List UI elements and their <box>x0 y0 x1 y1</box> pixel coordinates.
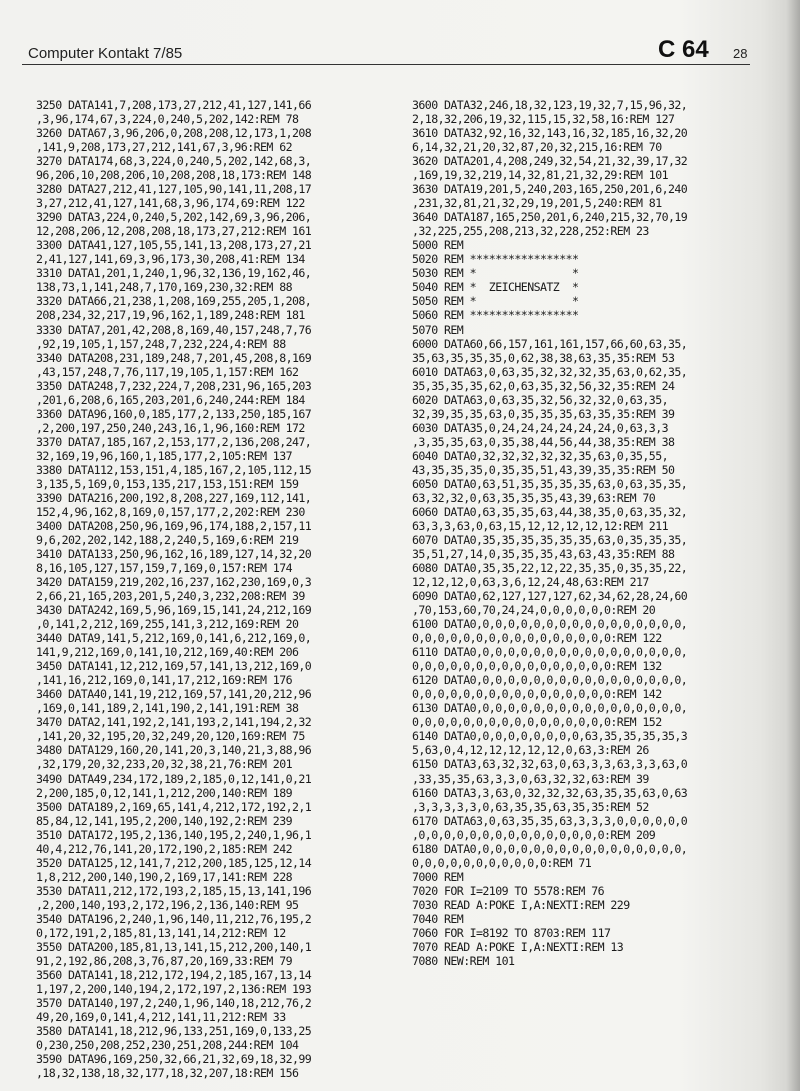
magazine-title: Computer Kontakt 7/85 <box>28 45 183 62</box>
listing-line: 3320 DATA66,21,238,1,208,169,255,205,1,208, <box>36 294 312 309</box>
listing-line: 3640 DATA187,165,250,201,6,240,215,32,70,19 <box>412 210 688 225</box>
listing-line: 5070 REM <box>412 322 464 337</box>
listing-line: ,141,9,208,173,27,212,141,67,3,96:REM 62 <box>36 140 293 155</box>
page-spine-shadow <box>786 0 800 1091</box>
listing-line: 63,3,3,63,0,63,15,12,12,12,12,12:REM 211 <box>412 518 669 533</box>
listing-left-column <box>36 98 311 1080</box>
listing-line: 2,41,127,141,69,3,96,173,30,208,41:REM 134 <box>36 252 305 267</box>
listing-line: 7000 REM <box>412 869 464 884</box>
listing-line: 6060 DATA0,63,35,35,63,44,38,35,0,63,35,32, <box>412 504 688 519</box>
listing-line: 3340 DATA208,231,189,248,7,201,45,208,8,169 <box>36 350 312 365</box>
listing-line: 6100 DATA0,0,0,0,0,0,0,0,0,0,0,0,0,0,0,0,0, <box>412 617 688 632</box>
listing-line: 5040 REM * ZEICHENSATZ * <box>412 280 579 295</box>
listing-line: 141,9,212,169,0,141,10,212,169,40:REM 206 <box>36 645 299 660</box>
listing-line: 3360 DATA96,160,0,185,177,2,133,250,185,167 <box>36 406 312 421</box>
listing-line: 7030 READ A:POKE I,A:NEXTI:REM 229 <box>412 897 630 912</box>
listing-line: 6030 DATA35,0,24,24,24,24,24,24,0,63,3,3 <box>412 420 669 435</box>
listing-line: 63,32,32,0,63,35,35,35,43,39,63:REM 70 <box>412 490 656 505</box>
listing-line: ,2,200,140,193,2,172,196,2,136,140:REM 95 <box>36 897 299 912</box>
listing-line: 3,27,212,41,127,141,68,3,96,174,69:REM 122 <box>36 196 305 211</box>
listing-line: 3520 DATA125,12,141,7,212,200,185,125,12,14 <box>36 855 312 870</box>
listing-line: ,70,153,60,70,24,24,0,0,0,0,0,0:REM 20 <box>412 603 656 618</box>
listing-line: 6040 DATA0,32,32,32,32,32,35,63,0,35,55, <box>412 448 669 463</box>
listing-line: ,0,0,0,0,0,0,0,0,0,0,0,0,0,0,0:REM 209 <box>412 827 656 842</box>
listing-line: 3370 DATA7,185,167,2,153,177,2,136,208,247, <box>36 434 312 449</box>
listing-line: 12,12,12,0,63,3,6,12,24,48,63:REM 217 <box>412 575 649 590</box>
listing-line: 3460 DATA40,141,19,212,169,57,141,20,212,96 <box>36 687 312 702</box>
listing-line: ,33,35,35,63,3,3,0,63,32,32,63:REM 39 <box>412 771 649 786</box>
listing-line: 3350 DATA248,7,232,224,7,208,231,96,165,203 <box>36 378 312 393</box>
listing-line: 3530 DATA11,212,172,193,2,185,15,13,141,196 <box>36 883 312 898</box>
listing-line: ,3,96,174,67,3,224,0,240,5,202,142:REM 78 <box>36 112 299 127</box>
listing-line: 3560 DATA141,18,212,172,194,2,185,167,13,14 <box>36 967 312 982</box>
listing-line: 5020 REM ***************** <box>412 252 579 267</box>
listing-line: ,141,16,212,169,0,141,17,212,169:REM 176 <box>36 673 293 688</box>
listing-line: 32,169,19,96,160,1,185,177,2,105:REM 137 <box>36 448 293 463</box>
listing-line: 3590 DATA96,169,250,32,66,21,32,69,18,32,99 <box>36 1052 312 1067</box>
listing-line: 6180 DATA0,0,0,0,0,0,0,0,0,0,0,0,0,0,0,0,0, <box>412 841 688 856</box>
listing-line: 3410 DATA133,250,96,162,16,189,127,14,32,20 <box>36 547 312 561</box>
listing-line: 0,230,250,208,252,230,251,208,244:REM 104 <box>36 1038 299 1053</box>
listing-line: ,18,32,138,18,32,177,18,32,207,18:REM 156 <box>36 1066 299 1081</box>
listing-line: 0,0,0,0,0,0,0,0,0,0,0,0,0,0,0,0:REM 132 <box>412 659 662 674</box>
listing-line: 5050 REM * * <box>412 294 579 309</box>
listing-line: 152,4,96,162,8,169,0,157,177,2,202:REM 230 <box>36 504 305 519</box>
listing-line: 6150 DATA3,63,32,32,63,0,63,3,3,63,3,3,63,0 <box>412 757 688 772</box>
listing-line: 7070 READ A:POKE I,A:NEXTI:REM 13 <box>412 939 624 954</box>
listing-line: 0,0,0,0,0,0,0,0,0,0,0:REM 71 <box>412 855 592 870</box>
listing-line: 2,66,21,165,203,201,5,240,3,232,208:REM 39 <box>36 589 305 604</box>
listing-line: 3570 DATA140,197,2,240,1,96,140,18,212,76,2 <box>36 996 312 1010</box>
listing-line: 6140 DATA0,0,0,0,0,0,0,0,0,63,35,35,35,35,3 <box>412 729 688 744</box>
listing-line: 3600 DATA32,246,18,32,123,19,32,7,15,96,32, <box>412 98 688 112</box>
listing-line: ,141,20,32,195,20,32,249,20,120,169:REM 75 <box>36 729 305 744</box>
listing-line: ,92,19,105,1,157,248,7,232,224,4:REM 88 <box>36 336 286 351</box>
listing-line: ,201,6,208,6,165,203,201,6,240,244:REM 184 <box>36 392 305 407</box>
listing-line: 3610 DATA32,92,16,32,143,16,32,185,16,32,20 <box>412 126 688 141</box>
listing-line: 85,84,12,141,195,2,200,140,192,2:REM 239 <box>36 813 293 828</box>
page-number: 28 <box>733 46 748 61</box>
listing-line: 6010 DATA63,0,63,35,32,32,32,35,63,0,62,35, <box>412 364 688 379</box>
listing-line: 7080 NEW:REM 101 <box>412 953 515 968</box>
listing-line: ,231,32,81,21,32,29,19,201,5,240:REM 81 <box>412 196 662 211</box>
listing-line: 3380 DATA112,153,151,4,185,167,2,105,112,15 <box>36 462 312 477</box>
listing-line: 6080 DATA0,35,35,22,12,22,35,35,0,35,35,22, <box>412 561 688 576</box>
listing-line: 5060 REM ***************** <box>412 308 579 323</box>
listing-line: 3550 DATA200,185,81,13,141,15,212,200,140,1 <box>36 939 312 954</box>
listing-line: 6160 DATA3,3,63,0,32,32,32,63,35,35,63,0,63 <box>412 785 688 800</box>
listing-line: 1,197,2,200,140,194,2,172,197,2,136:REM 193 <box>36 981 312 996</box>
listing-line: 6000 DATA60,66,157,161,161,157,66,60,63,35, <box>412 336 688 351</box>
listing-line: 3270 DATA174,68,3,224,0,240,5,202,142,68,3, <box>36 154 312 169</box>
listing-line: 3400 DATA208,250,96,169,96,174,188,2,157,11 <box>36 518 312 533</box>
listing-line: 5030 REM * * <box>412 266 579 281</box>
listing-line: 0,0,0,0,0,0,0,0,0,0,0,0,0,0,0,0:REM 152 <box>412 715 662 730</box>
listing-line: 49,20,169,0,141,4,212,141,11,212:REM 33 <box>36 1010 286 1025</box>
listing-line: 5000 REM <box>412 238 464 253</box>
listing-right-column <box>412 98 687 968</box>
listing-line: ,3,35,35,63,0,35,38,44,56,44,38,35:REM 38 <box>412 434 675 449</box>
listing-line: 32,39,35,35,63,0,35,35,35,63,35,35:REM 39 <box>412 406 675 421</box>
listing-line: 7060 FOR I=8192 TO 8703:REM 117 <box>412 925 611 940</box>
listing-line: 6110 DATA0,0,0,0,0,0,0,0,0,0,0,0,0,0,0,0,0, <box>412 645 688 660</box>
listing-line: 3620 DATA201,4,208,249,32,54,21,32,39,17,32 <box>412 154 688 169</box>
section-title: C 64 <box>658 36 709 63</box>
listing-line: 6170 DATA63,0,63,35,35,63,3,3,3,0,0,0,0,0,0 <box>412 813 688 828</box>
listing-line: 6050 DATA0,63,51,35,35,35,35,63,0,63,35,35, <box>412 476 688 491</box>
listing-line: 3280 DATA27,212,41,127,105,90,141,11,208,17 <box>36 182 312 197</box>
listing-line: 3300 DATA41,127,105,55,141,13,208,173,27,21 <box>36 238 312 253</box>
listing-line: 9,6,202,202,142,188,2,240,5,169,6:REM 219 <box>36 532 299 547</box>
listing-line: ,32,179,20,32,233,20,32,38,21,76:REM 201 <box>36 757 293 772</box>
listing-line: 43,35,35,35,0,35,35,51,43,39,35,35:REM 50 <box>412 462 675 477</box>
listing-line: 138,73,1,141,248,7,170,169,230,32:REM 88 <box>36 280 293 295</box>
listing-line: 2,18,32,206,19,32,115,15,32,58,16:REM 127 <box>412 112 675 127</box>
listing-line: 3480 DATA129,160,20,141,20,3,140,21,3,88,96 <box>36 743 312 758</box>
listing-line: 12,208,206,12,208,208,18,173,27,212:REM 161 <box>36 224 312 239</box>
listing-line: 6120 DATA0,0,0,0,0,0,0,0,0,0,0,0,0,0,0,0,0, <box>412 673 688 688</box>
listing-line: 1,8,212,200,140,190,2,169,17,141:REM 228 <box>36 869 293 884</box>
listing-line: 3330 DATA7,201,42,208,8,169,40,157,248,7,76 <box>36 322 312 337</box>
listing-line: 3580 DATA141,18,212,96,133,251,169,0,133,25 <box>36 1024 312 1039</box>
listing-line: 3540 DATA196,2,240,1,96,140,11,212,76,195,2 <box>36 911 312 926</box>
listing-line: 3,135,5,169,0,153,135,217,153,151:REM 159 <box>36 476 299 491</box>
listing-line: 7020 FOR I=2109 TO 5578:REM 76 <box>412 883 605 898</box>
listing-line: 3290 DATA3,224,0,240,5,202,142,69,3,96,206, <box>36 210 312 225</box>
header-divider <box>22 64 750 65</box>
listing-line: 3260 DATA67,3,96,206,0,208,208,12,173,1,208 <box>36 126 312 141</box>
listing-line: 91,2,192,86,208,3,76,87,20,169,33:REM 79 <box>36 953 293 968</box>
listing-line: 6130 DATA0,0,0,0,0,0,0,0,0,0,0,0,0,0,0,0,0, <box>412 701 688 716</box>
listing-line: 6090 DATA0,62,127,127,127,62,34,62,28,24,60 <box>412 589 688 604</box>
listing-line: ,0,141,2,212,169,255,141,3,212,169:REM 20 <box>36 617 299 632</box>
listing-line: 3450 DATA141,12,212,169,57,141,13,212,169,0 <box>36 659 312 674</box>
listing-line: 3440 DATA9,141,5,212,169,0,141,6,212,169,0, <box>36 631 312 646</box>
listing-line: ,169,0,141,189,2,141,190,2,141,191:REM 38 <box>36 701 299 716</box>
listing-line: 35,63,35,35,35,0,62,38,38,63,35,35:REM 53 <box>412 350 675 365</box>
listing-line: 35,51,27,14,0,35,35,35,43,63,43,35:REM 88 <box>412 547 675 561</box>
listing-line: ,2,200,197,250,240,243,16,1,96,160:REM 172 <box>36 420 305 435</box>
listing-line: 40,4,212,76,141,20,172,190,2,185:REM 242 <box>36 841 293 856</box>
listing-line: 8,16,105,127,157,159,7,169,0,157:REM 174 <box>36 561 293 576</box>
listing-line: 5,63,0,4,12,12,12,12,12,0,63,3:REM 26 <box>412 743 649 758</box>
listing-line: 3430 DATA242,169,5,96,169,15,141,24,212,169 <box>36 603 312 618</box>
listing-line: 3510 DATA172,195,2,136,140,195,2,240,1,96,1 <box>36 827 312 842</box>
listing-line: ,169,19,32,219,14,32,81,21,32,29:REM 101 <box>412 168 669 183</box>
listing-line: 6020 DATA63,0,63,35,32,56,32,32,0,63,35, <box>412 392 669 407</box>
listing-line: 7040 REM <box>412 911 464 926</box>
listing-line: 96,206,10,208,206,10,208,208,18,173:REM 148 <box>36 168 312 183</box>
listing-line: 3500 DATA189,2,169,65,141,4,212,172,192,2,1 <box>36 799 312 814</box>
listing-line: 0,0,0,0,0,0,0,0,0,0,0,0,0,0,0,0:REM 142 <box>412 687 662 702</box>
listing-line: 0,172,191,2,185,81,13,141,14,212:REM 12 <box>36 925 286 940</box>
listing-line: ,3,3,3,3,3,0,63,35,35,63,35,35:REM 52 <box>412 799 649 814</box>
listing-line: 3630 DATA19,201,5,240,203,165,250,201,6,240 <box>412 182 688 197</box>
listing-line: 6070 DATA0,35,35,35,35,35,35,63,0,35,35,35, <box>412 532 688 547</box>
listing-line: 3420 DATA159,219,202,16,237,162,230,169,0,3 <box>36 575 312 590</box>
listing-line: 3490 DATA49,234,172,189,2,185,0,12,141,0,21 <box>36 771 312 786</box>
listing-line: 0,0,0,0,0,0,0,0,0,0,0,0,0,0,0,0:REM 122 <box>412 631 662 646</box>
listing-line: 35,35,35,35,62,0,63,35,32,56,32,35:REM 24 <box>412 378 675 393</box>
listing-line: 3310 DATA1,201,1,240,1,96,32,136,19,162,46, <box>36 266 312 281</box>
listing-line: 3390 DATA216,200,192,8,208,227,169,112,141, <box>36 490 312 505</box>
listing-line: 3250 DATA141,7,208,173,27,212,41,127,141,66 <box>36 98 312 112</box>
listing-line: ,43,157,248,7,76,117,19,105,1,157:REM 162 <box>36 364 299 379</box>
listing-line: 2,200,185,0,12,141,1,212,200,140:REM 189 <box>36 785 293 800</box>
listing-line: 6,14,32,21,20,32,87,20,32,215,16:REM 70 <box>412 140 662 155</box>
listing-line: ,32,225,255,208,213,32,228,252:REM 23 <box>412 224 649 239</box>
listing-line: 208,234,32,217,19,96,162,1,189,248:REM 181 <box>36 308 305 323</box>
listing-line: 3470 DATA2,141,192,2,141,193,2,141,194,2,32 <box>36 715 312 730</box>
